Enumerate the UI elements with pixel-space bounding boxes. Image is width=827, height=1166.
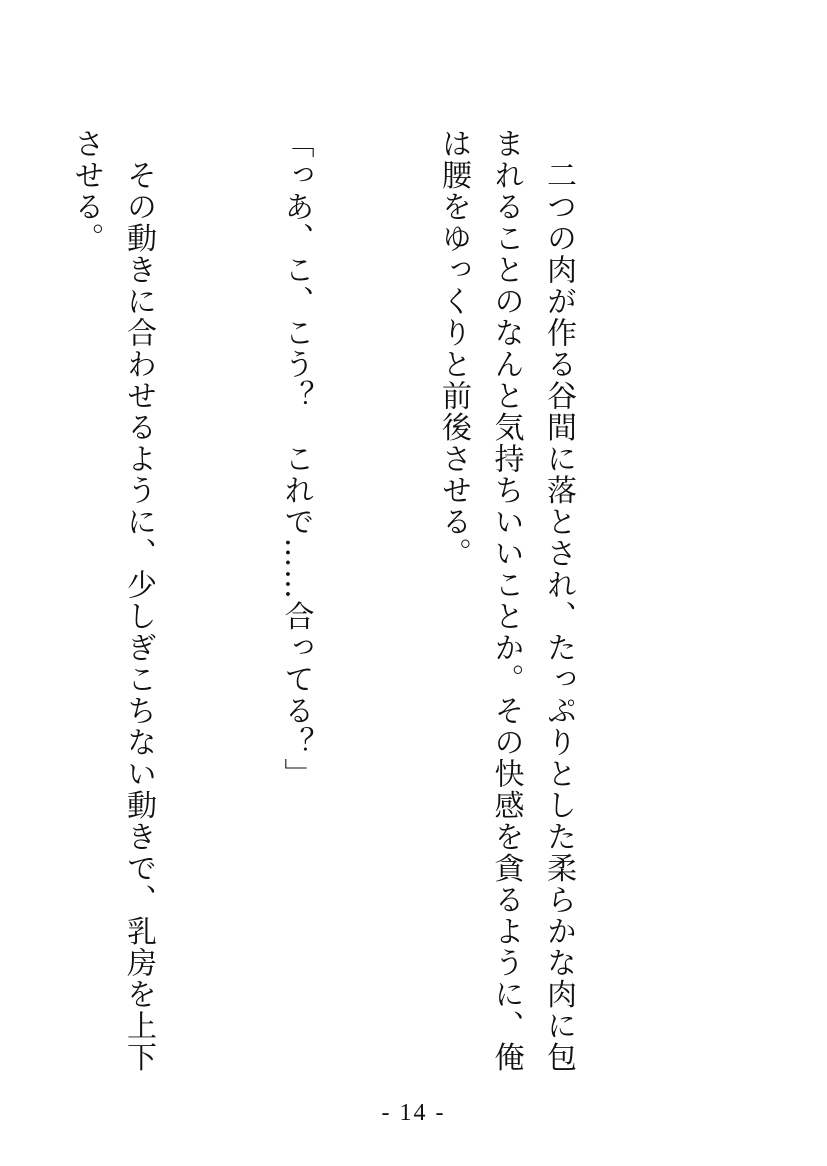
- paragraph-2-dialogue: 「っあ、こ、こう？ これで……合ってる？」: [278, 128, 314, 790]
- vertical-text-body: [0, 128, 689, 1088]
- paragraph-1: 二つの肉が作る谷間に落とされ、たっぷりとした柔らかな肉に包まれることのなんと気持ちいいことか。その快感を貪るように、俺は腰をゆっくりと前後させる。: [436, 128, 576, 1073]
- paragraph-3: その動きに合わせるように、少しぎこちない動きで、乳房を上下させる。: [68, 128, 156, 1073]
- page-number: - 14 -: [381, 1100, 446, 1126]
